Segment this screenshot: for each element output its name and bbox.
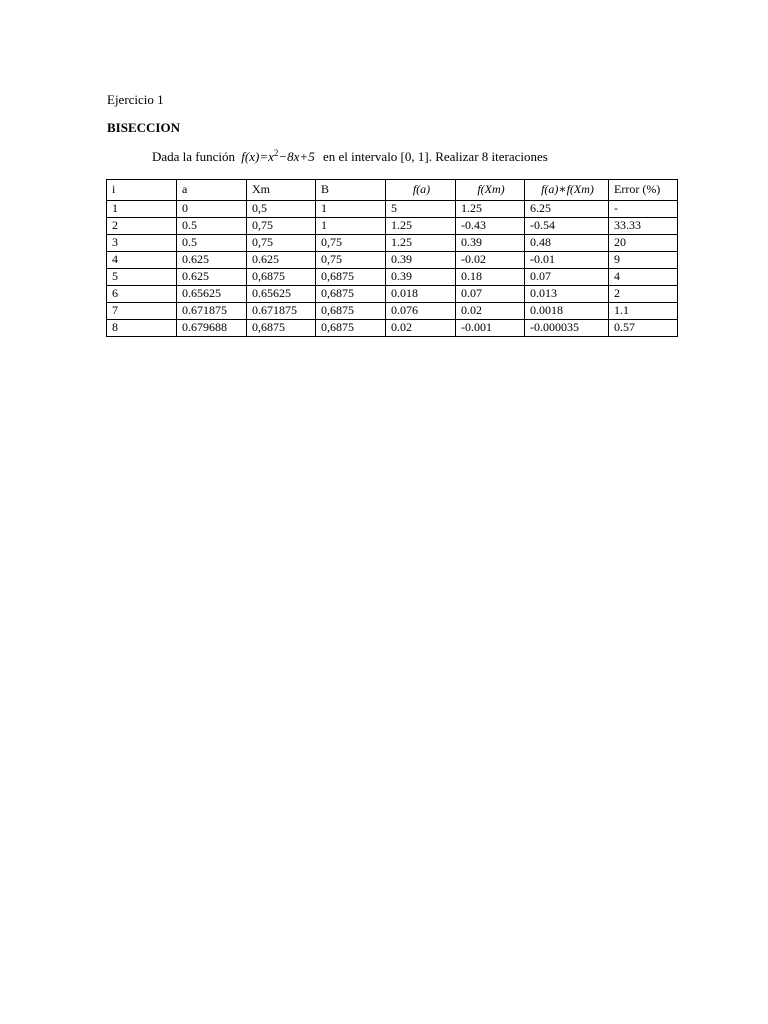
table-cell: 8 (107, 320, 177, 337)
table-cell: -0.001 (456, 320, 525, 337)
problem-statement (152, 148, 548, 166)
table-cell: 9 (609, 252, 678, 269)
table-cell: 0.39 (456, 235, 525, 252)
table-cell: 0.39 (386, 269, 456, 286)
table-cell: 5 (386, 201, 456, 218)
table-row (107, 235, 678, 252)
column-header-b: B (316, 180, 386, 201)
table-cell: 6.25 (525, 201, 609, 218)
table-cell: 0.671875 (177, 303, 247, 320)
table-cell: 1 (316, 201, 386, 218)
table-row (107, 269, 678, 286)
table-cell: 0.5 (177, 235, 247, 252)
formula-exponent: 2 (273, 148, 279, 158)
table-cell: 0,6875 (316, 320, 386, 337)
column-header-xm: Xm (247, 180, 316, 201)
table-cell: 5 (107, 269, 177, 286)
table-cell: 3 (107, 235, 177, 252)
section-title: BISECCION (107, 120, 180, 135)
table-cell: 0,6875 (247, 269, 316, 286)
table-cell: 0.18 (456, 269, 525, 286)
formula-rhs: −8x+5 (278, 149, 315, 164)
table-row (107, 252, 678, 269)
bisection-table (106, 179, 678, 337)
table-cell: 0,6875 (316, 303, 386, 320)
column-header-fa: f(a) (386, 180, 456, 201)
table-cell: 1.25 (456, 201, 525, 218)
table-cell: 0.625 (177, 269, 247, 286)
table-cell: 0.0018 (525, 303, 609, 320)
column-header-error: Error (%) (609, 180, 678, 201)
table-cell: - (609, 201, 678, 218)
table-cell: 20 (609, 235, 678, 252)
column-header-a: a (177, 180, 247, 201)
table-cell: 0.679688 (177, 320, 247, 337)
table-cell: 0,75 (316, 235, 386, 252)
table-cell: 0,6875 (316, 286, 386, 303)
table-cell: 1.1 (609, 303, 678, 320)
table-cell: -0.43 (456, 218, 525, 235)
table-cell: 0,75 (316, 252, 386, 269)
formula-lhs: f(x)=x (241, 149, 274, 164)
table-cell: 1 (316, 218, 386, 235)
table-cell: -0.01 (525, 252, 609, 269)
column-header-product: f(a)∗f(Xm) (525, 180, 609, 201)
table-cell: 0.5 (177, 218, 247, 235)
column-header-fxm: f(Xm) (456, 180, 525, 201)
table-cell: 0,75 (247, 235, 316, 252)
table-cell: 0.07 (456, 286, 525, 303)
function-formula (241, 148, 314, 166)
table-cell: 0.076 (386, 303, 456, 320)
table-cell: 0,5 (247, 201, 316, 218)
table-cell: 0.018 (386, 286, 456, 303)
table-header-row (107, 180, 678, 201)
table-cell: 0.013 (525, 286, 609, 303)
table-cell: 33.33 (609, 218, 678, 235)
table-cell: 7 (107, 303, 177, 320)
column-header-i: i (107, 180, 177, 201)
table-cell: 2 (107, 218, 177, 235)
table-cell: 0.57 (609, 320, 678, 337)
table-row (107, 286, 678, 303)
statement-prefix: Dada la función (152, 149, 236, 164)
table-cell: 4 (107, 252, 177, 269)
table-cell: 0.65625 (177, 286, 247, 303)
table-cell: 0.48 (525, 235, 609, 252)
table-cell: 0.02 (456, 303, 525, 320)
table-cell: 0,75 (247, 218, 316, 235)
table-cell: -0.02 (456, 252, 525, 269)
table-row (107, 218, 678, 235)
table-cell: 1 (107, 201, 177, 218)
table-cell: 0.65625 (247, 286, 316, 303)
table-cell: -0.000035 (525, 320, 609, 337)
table-cell: 0,6875 (316, 269, 386, 286)
table-cell: 0.02 (386, 320, 456, 337)
table-cell: 4 (609, 269, 678, 286)
table-cell: -0.54 (525, 218, 609, 235)
table-cell: 0.625 (177, 252, 247, 269)
table-row (107, 303, 678, 320)
table-body (107, 201, 678, 337)
exercise-label: Ejercicio 1 (107, 92, 164, 107)
table-cell: 6 (107, 286, 177, 303)
table-cell: 0.39 (386, 252, 456, 269)
table-cell: 0.671875 (247, 303, 316, 320)
table-cell: 0 (177, 201, 247, 218)
table-row (107, 320, 678, 337)
table-cell: 0.625 (247, 252, 316, 269)
table-cell: 2 (609, 286, 678, 303)
table-cell: 0,6875 (247, 320, 316, 337)
table-cell: 1.25 (386, 235, 456, 252)
table-cell: 1.25 (386, 218, 456, 235)
table-cell: 0.07 (525, 269, 609, 286)
table-row (107, 201, 678, 218)
statement-suffix: en el intervalo [0, 1]. Realizar 8 iteraciones (322, 149, 548, 164)
